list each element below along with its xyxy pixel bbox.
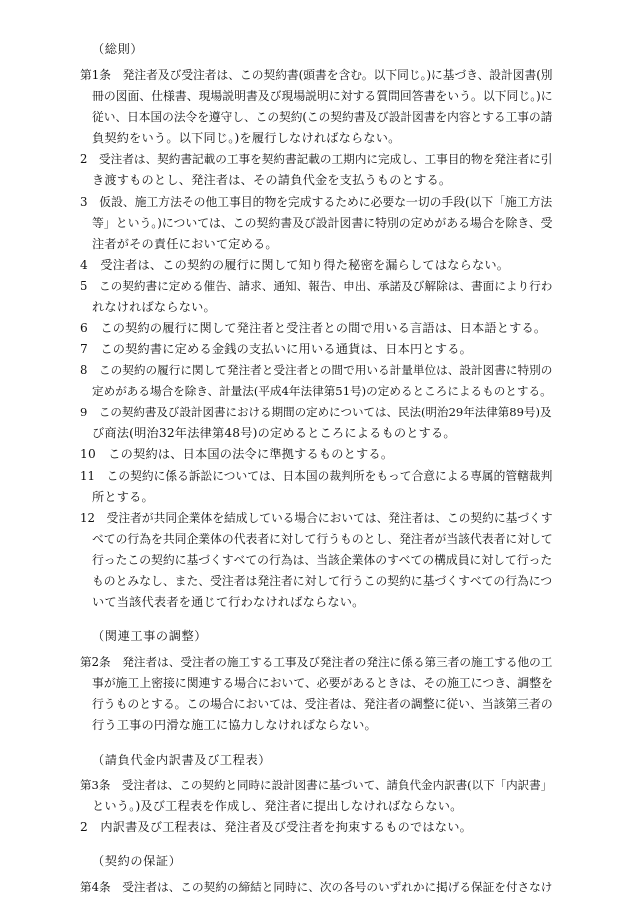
article-text-line: 9 この契約書及び設計図書における期間の定めについては、民法(明治29年法律第89号)及 bbox=[80, 405, 552, 419]
article-text-line: 6 この契約の履行に関して発注者と受注者との間で用いる言語は、日本語とする。 bbox=[80, 321, 547, 335]
article-text-line: 3 仮設、施工方法その他工事目的物を完成するために必要な一切の手段(以下「施工方法 bbox=[80, 195, 553, 209]
article-text-line: 事が施工上密接に関連する場合において、必要があるときは、その施工につき、調整を bbox=[92, 676, 553, 690]
article-text-line: 12 受注者が共同企業体を結成している場合においては、発注者は、この契約に基づくす bbox=[80, 511, 553, 525]
article-text-line: 行ったこの契約に基づくすべての行為は、当該企業体のすべての構成員に対して行った bbox=[92, 553, 553, 567]
article-text-line: 10 この契約は、日本国の法令に準拠するものとする。 bbox=[80, 447, 394, 461]
article-text-line: 第2条 発注者は、受注者の施工する工事及び発注者の発注に係る第三者の施工する他の工 bbox=[80, 655, 553, 669]
article-text-line: 冊の図面、仕様書、現場説明書及び現場説明に対する質問回答書をいう。以下同じ。)に bbox=[92, 89, 553, 103]
article-text-line: いて当該代表者を通じて行わなければならない。 bbox=[92, 595, 365, 609]
article-text-line: れなければならない。 bbox=[92, 300, 216, 314]
article-text-line: べての行為を共同企業体の代表者に対して行うものとし、発注者が当該代表者に対して bbox=[92, 532, 553, 546]
article-text-line: 定めがある場合を除き、計量法(平成4年法律第51号)の定めるところによるものとする。 bbox=[92, 384, 552, 398]
article-text-line: 11 この契約に係る訴訟については、日本国の裁判所をもって合意による専属的管轄裁判 bbox=[80, 469, 553, 483]
article-text-line: 第3条 受注者は、この契約と同時に設計図書に基づいて、請負代金内訳書(以下「内訳書」 bbox=[80, 778, 553, 792]
article-text-line: 第4条 受注者は、この契約の締結と同時に、次の各号のいずれかに掲げる保証を付さなけ bbox=[80, 880, 553, 894]
section-heading: （総則） bbox=[92, 42, 144, 56]
article-text-line: 7 この契約書に定める金銭の支払いに用いる通貨は、日本円とする。 bbox=[80, 342, 472, 356]
article-text-line: 2 内訳書及び工程表は、発注者及び受注者を拘束するものではない。 bbox=[80, 820, 472, 834]
article-text-line: び商法(明治32年法律第48号)の定めるところによるものとする。 bbox=[92, 426, 456, 440]
article-text-line: 所とする。 bbox=[92, 490, 154, 504]
article-text-line: ものとみなし、また、受注者は発注者に対して行うこの契約に基づくすべての行為につ bbox=[92, 574, 553, 588]
section-heading: （契約の保証） bbox=[92, 854, 182, 868]
article-text-line: 注者がその責任において定める。 bbox=[92, 237, 278, 251]
article-text-line: 2 受注者は、契約書記載の工事を契約書記載の工期内に完成し、工事目的物を発注者に引 bbox=[80, 152, 553, 166]
article-text-line: 行うものとする。この場合においては、受注者は、発注者の調整に従い、当該第三者の bbox=[92, 697, 553, 711]
article-text-line: 5 この契約書に定める催告、請求、通知、報告、申出、承諾及び解除は、書面により行わ bbox=[80, 279, 553, 293]
article-text-line: 行う工事の円滑な施工に協力しなければならない。 bbox=[92, 718, 377, 732]
article-text-line: 第1条 発注者及び受注者は、この契約書(頭書を含む。以下同じ。)に基づき、設計図書(別 bbox=[80, 68, 553, 82]
article-text-line: 4 受注者は、この契約の履行に関して知り得た秘密を漏らしてはならない。 bbox=[80, 258, 510, 272]
article-text-line: 負契約をいう。以下同じ。)を履行しなければならない。 bbox=[92, 131, 401, 145]
article-text-line: 等」という。)については、この契約書及び設計図書に特別の定めがある場合を除き、受 bbox=[92, 216, 553, 230]
article-text-line: 8 この契約の履行に関して発注者と受注者との間で用いる計量単位は、設計図書に特別の bbox=[80, 363, 553, 377]
article-text-line: き渡すものとし、発注者は、その請負代金を支払うものとする。 bbox=[92, 173, 452, 187]
article-text-line: 従い、日本国の法令を遵守し、この契約(この契約書及び設計図書を内容とする工事の請 bbox=[92, 110, 553, 124]
section-heading: （請負代金内訳書及び工程表） bbox=[92, 753, 272, 767]
article-text-line: という。)及び工程表を作成し、発注者に提出しなければならない。 bbox=[92, 799, 463, 813]
section-heading: （関連工事の調整） bbox=[92, 629, 208, 643]
